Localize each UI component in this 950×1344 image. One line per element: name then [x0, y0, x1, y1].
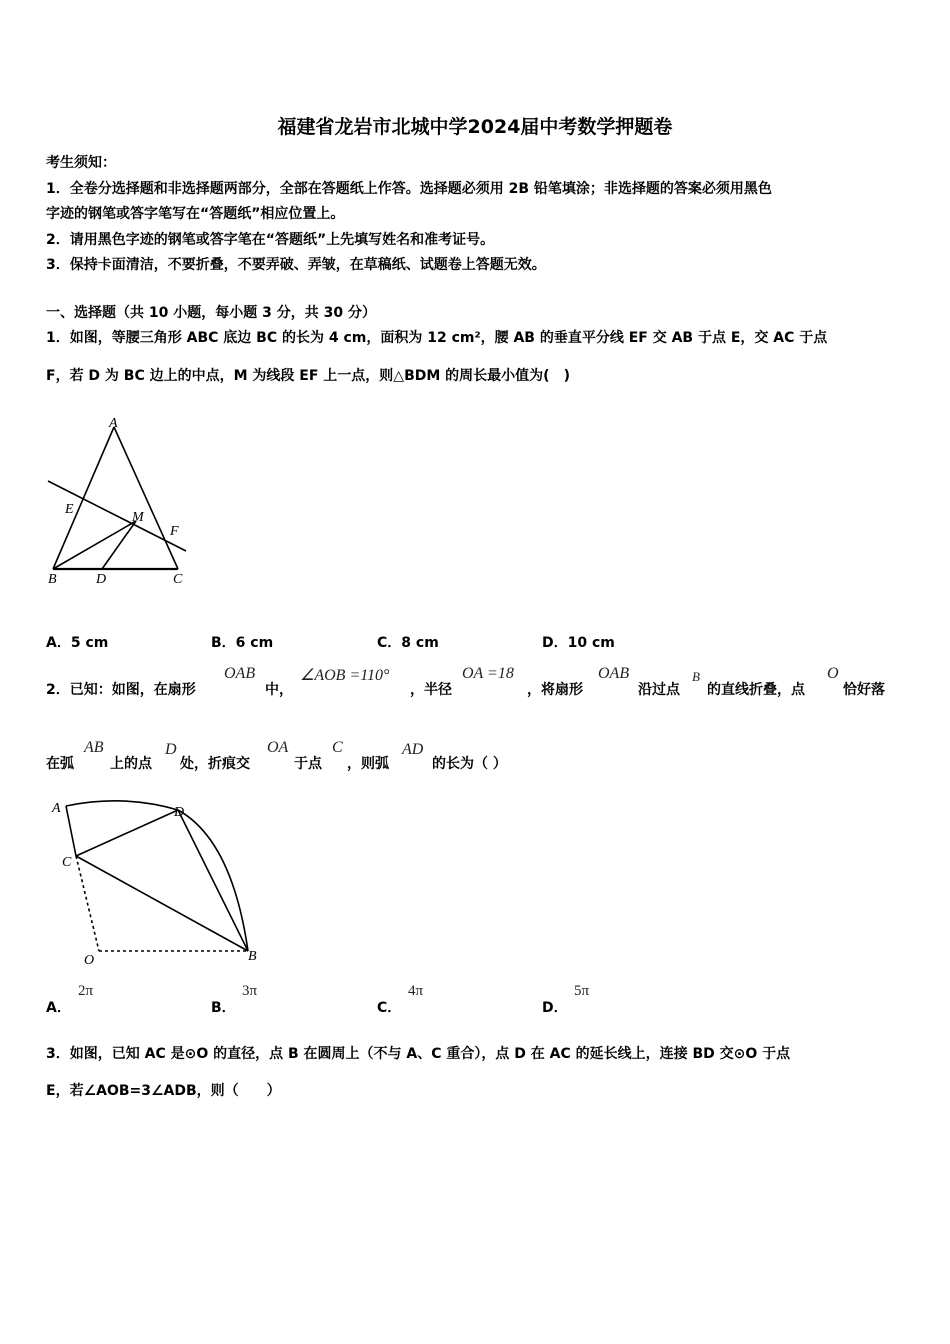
- q1-label-a: A: [109, 416, 118, 431]
- q2-sector-figure: [44, 796, 274, 971]
- q2-math-oab-2: OAB: [598, 665, 630, 682]
- q2-math-arc-ab: AB: [84, 739, 104, 756]
- q1-option-d[interactable]: D．10 cm: [542, 635, 615, 651]
- q2-option-d-value[interactable]: 5π: [574, 983, 590, 999]
- q2-text-r1: 在弧: [46, 756, 74, 772]
- q1-label-b: B: [48, 572, 57, 587]
- q1-option-a[interactable]: A．5 cm: [46, 635, 109, 651]
- q1-label-f: F: [170, 524, 179, 539]
- page-title: 福建省龙岩市北城中学2024届中考数学押题卷: [277, 116, 673, 138]
- q3-text-line-2: E，若∠AOB=3∠ADB，则（ ）: [46, 1083, 281, 1099]
- q1-option-c[interactable]: C．8 cm: [377, 635, 439, 651]
- q2-math-angle: ∠AOB =110°: [300, 667, 390, 684]
- q2-label-a: A: [52, 801, 61, 816]
- q2-text-p5: 沿过点: [638, 682, 680, 698]
- notice-heading: 考生须知：: [46, 155, 116, 171]
- q2-option-c-value[interactable]: 4π: [408, 983, 424, 999]
- q2-label-b: B: [248, 949, 257, 964]
- q2-text-p1: 2．已知：如图，在扇形: [46, 682, 196, 698]
- q2-text-r4: 于点: [294, 756, 322, 772]
- q3-text-line-1: 3．如图，已知 AC 是⊙O 的直径，点 B 在圆周上（不与 A、C 重合），点 D 在 AC 的延长线上，连接 BD 交⊙O 于点: [46, 1046, 791, 1062]
- q2-option-a-letter[interactable]: A．: [46, 1000, 71, 1016]
- q2-option-a-value[interactable]: 2π: [78, 983, 94, 999]
- q2-math-o: O: [827, 665, 839, 682]
- q2-text-p3: ，半径: [410, 682, 452, 698]
- q2-option-c-letter[interactable]: C．: [377, 1000, 402, 1016]
- q2-text-r6: 的长为（ ）: [432, 756, 507, 772]
- section-heading: 一、选择题（共 10 小题，每小题 3 分，共 30 分）: [46, 305, 376, 321]
- q2-text-p2: 中，: [265, 682, 293, 698]
- q2-math-oa: OA: [267, 739, 289, 756]
- q2-math-d: D: [165, 741, 177, 758]
- q2-math-b: B: [692, 669, 700, 684]
- q2-text-p7: 恰好落: [843, 682, 885, 698]
- q1-label-d: D: [96, 572, 107, 587]
- q2-text-p6: 的直线折叠，点: [707, 682, 805, 698]
- q1-triangle-figure: [40, 415, 200, 595]
- q2-text-r2: 上的点: [110, 756, 152, 772]
- q2-option-b-letter[interactable]: B．: [211, 1000, 236, 1016]
- q2-text-p4: ，将扇形: [527, 682, 583, 698]
- q2-text-r3: 处，折痕交: [180, 756, 250, 772]
- q1-option-b[interactable]: B．6 cm: [211, 635, 274, 651]
- q2-math-oab: OAB: [224, 665, 256, 682]
- q2-label-d: D: [174, 805, 185, 820]
- q2-label-c: C: [62, 855, 72, 870]
- q2-option-d-letter[interactable]: D．: [542, 1000, 568, 1016]
- notice-line-1a: 1．全卷分选择题和非选择题两部分，全部在答题纸上作答。选择题必须用 2B 铅笔填涂；非选择题的答案必须用黑色: [46, 181, 772, 197]
- q1-text-line-1: 1．如图，等腰三角形 ABC 底边 BC 的长为 4 cm，面积为 12 cm²，腰 AB 的垂直平分线 EF 交 AB 于点 E，交 AC 于点: [46, 330, 828, 346]
- q1-label-c: C: [173, 572, 183, 587]
- q1-label-e: E: [65, 502, 74, 517]
- notice-line-1b: 字迹的钢笔或答字笔写在“答题纸”相应位置上。: [46, 206, 345, 222]
- q2-math-c: C: [332, 739, 343, 756]
- q2-text-r5: ，则弧: [347, 756, 389, 772]
- notice-line-2: 2．请用黑色字迹的钢笔或答字笔在“答题纸”上先填写姓名和准考证号。: [46, 232, 495, 248]
- q1-text-line-2: F，若 D 为 BC 边上的中点，M 为线段 EF 上一点，则△BDM 的周长最小值为( ): [46, 368, 570, 384]
- q2-math-radius: OA =18: [462, 665, 514, 682]
- q1-label-m: M: [132, 510, 144, 525]
- q2-label-o: O: [84, 953, 95, 968]
- q2-math-arc-ad: AD: [402, 741, 424, 758]
- notice-line-3: 3．保持卡面清洁，不要折叠，不要弄破、弄皱，在草稿纸、试题卷上答题无效。: [46, 257, 546, 273]
- q2-option-b-value[interactable]: 3π: [242, 983, 258, 999]
